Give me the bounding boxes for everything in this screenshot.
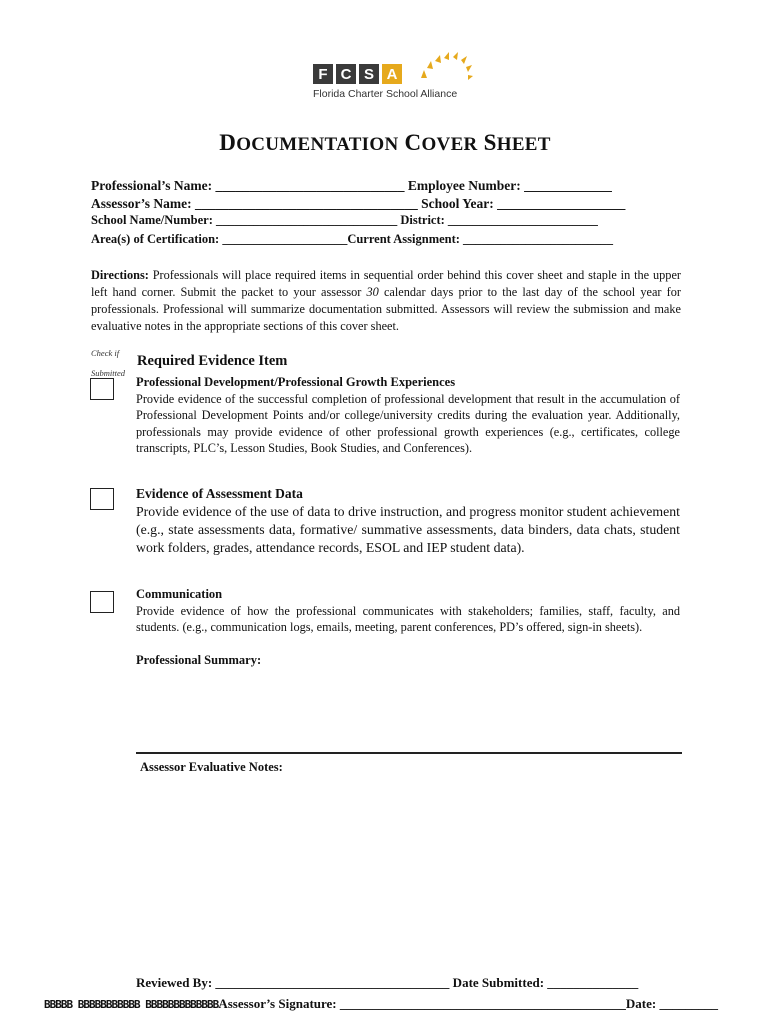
fcsa-logo [313, 52, 473, 102]
item-body-communication: Provide evidence of how the professional communicates with stakeholders; families, staff, faculty, and students. (e.g., communication logs, emails, meeting, parent conferences, PD’s offered, sign-in sheets). [136, 604, 680, 635]
assessor-notes-label: Assessor Evaluative Notes: [140, 760, 283, 774]
item-title-assessment-data: Evidence of Assessment Data [136, 486, 303, 501]
item-body-professional-development: Provide evidence of the successful completion of professional development that result in the accumulation of Professional Development Points and/or college/university credits during the evaluation year. Additionally, professionals may provide evidence of other professional growth experiences (e.g., certificates, college transcripts, PLC’s, Lesson Studies, Book Studies, and Conferences). [136, 392, 680, 456]
check-label-2: Submitted [91, 368, 125, 378]
title-cap-3: S [483, 130, 497, 155]
directions-label: Directions: [91, 268, 149, 282]
item-title-professional-development: Professional Development/Professional Growth Experiences [136, 375, 456, 389]
checkbox-professional-development[interactable] [90, 378, 114, 400]
title-rest-1: OCUMENTATION [236, 134, 399, 155]
checkbox-communication[interactable] [90, 591, 114, 613]
assessor-signature-line: Assessor’s Signature: ____________________________________________Date: _________ [218, 996, 718, 1011]
title-rest-3: HEET [496, 134, 551, 155]
logo-subtitle: Florida Charter School Alliance [313, 88, 458, 100]
check-if-submitted-label [91, 343, 125, 383]
assessor-name-line: Assessor’s Name: _________________________________ School Year: ___________________ [91, 196, 626, 211]
directions-text-after: calendar days prior to the last day of the school year for professionals. Professional will summarize documentation submitted. Assessors will review the submission and make evaluative notes in the appropriate sections of this cover sheet. [91, 285, 682, 333]
directions-paragraph [91, 267, 681, 335]
summary-divider [136, 752, 682, 754]
professional-summary-label: Professional Summary: [136, 653, 262, 667]
page-title [0, 130, 770, 156]
item-title-communication: Communication [136, 587, 223, 601]
school-name-line: School Name/Number: _____________________________ District: ________________________ [91, 213, 598, 227]
logo-letter-a: A [382, 64, 402, 84]
title-rest-2: OVER [421, 134, 478, 155]
required-evidence-header: Required Evidence Item [137, 353, 288, 369]
title-cap-1: D [219, 130, 237, 155]
reviewed-by-line: Reviewed By: ____________________________________ Date Submitted: ______________ [136, 975, 639, 990]
certification-line: Area(s) of Certification: ____________________Current Assignment: ________________________ [91, 232, 614, 246]
logo-letter-s: S [359, 64, 379, 84]
logo-letters [313, 64, 402, 84]
sun-rays-icon [413, 48, 473, 88]
title-cap-2: C [404, 130, 422, 155]
professional-name-line: Professional’s Name: ____________________________ Employee Number: _____________ [91, 178, 612, 193]
signature-row [44, 996, 718, 1012]
directions-days: 30 [366, 285, 379, 299]
directions-text-before: Professionals will place required items in sequential order behind this cover sheet and staple in the upper left hand corner. Submit the packet to your assessor [91, 268, 681, 299]
logo-letter-c: C [336, 64, 356, 84]
checkbox-assessment-data[interactable] [90, 488, 114, 510]
check-label-1: Check if [91, 348, 120, 358]
item-body-assessment-data: Provide evidence of the use of data to drive instruction, and progress monitor student achievement (e.g., state assessments data, formative/ summative assessments, data binders, data chats, student work folders, grades, attendance records, ESOL and IEP student data). [136, 504, 680, 555]
logo-letter-f: F [313, 64, 333, 84]
footer-dots: BBBBB BBBBBBBBBBB BBBBBBBBBBBBB [44, 998, 219, 1011]
